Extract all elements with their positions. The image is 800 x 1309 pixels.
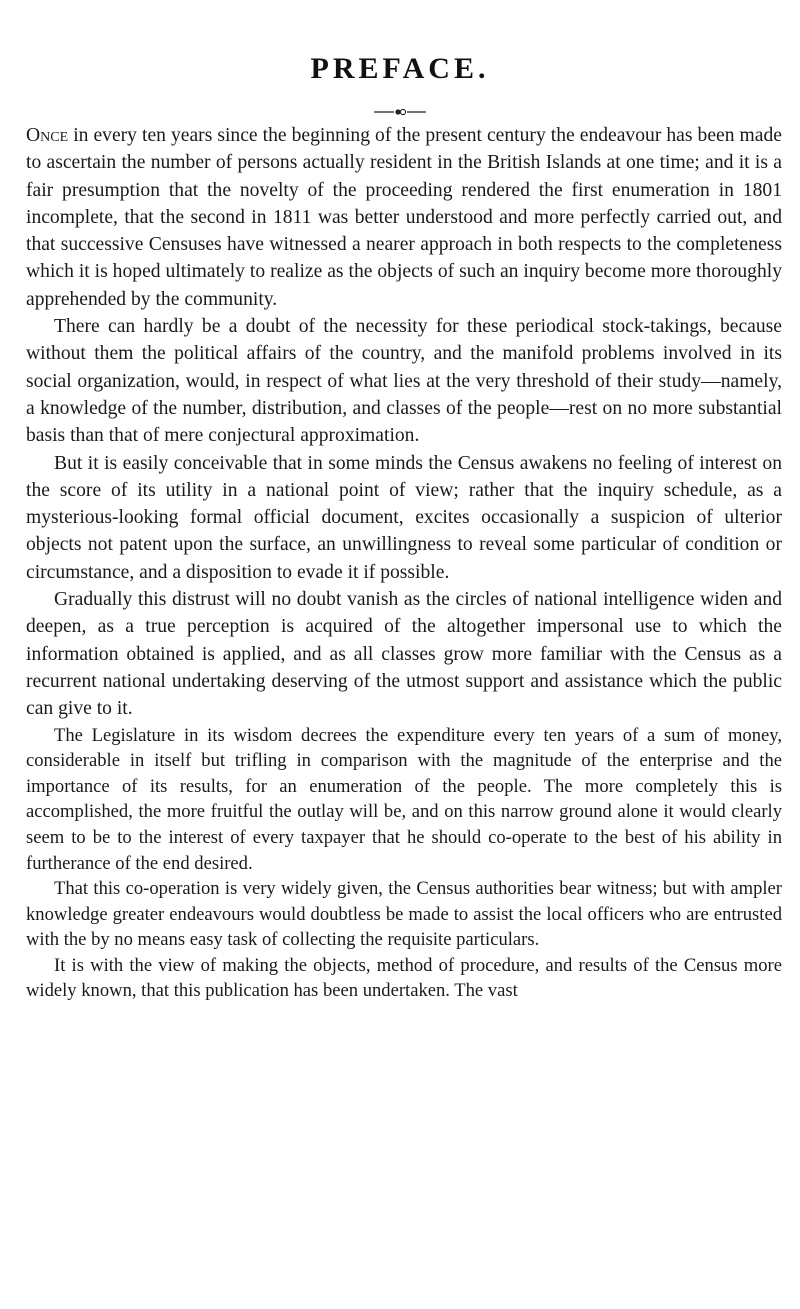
paragraph: It is with the view of making the objects, method of procedure, and results of the Census more widely known, that this publication has been undertaken. The vast xyxy=(26,954,782,1002)
paragraph: But it is easily conceivable that in some minds the Census awakens no feeling of interest on the score of its utility in a national point of view; rather that the inquiry schedule, as a mysterious-looking formal official document, excites occasionally a suspicion of ulterior objects not patent upon the surface, an unwillingness to reveal some particular of condition or circumstance, and a disposition to evade it if possible. xyxy=(26,452,782,583)
preface-body xyxy=(26,122,782,1004)
paragraph: The Legislature in its wisdom decrees the expenditure every ten years of a sum of money, considerable in itself but trifling in comparison with the magnitude of the enterprise and the importance of its results, for an enumeration of the people. The more completely this is accomplished, the more fruitful the outlay will be, and on this narrow ground alone it would clearly seem to be to the interest of every taxpayer that he should co-operate to the best of his ability in furtherance of the end desired. xyxy=(26,724,782,874)
ornament-divider-icon xyxy=(372,107,428,117)
paragraph-text: in every ten years since the beginning of the present century the endeavour has been made to ascertain the number of persons actually resident in the British Islands at one time; and it is a fair presumption that the novelty of the proceeding rendered the first enumeration in 1801 incomplete, that the second in 1811 was better understood and more perfectly carried out, and that successive Censuses have witnessed a nearer approach in both respects to the completeness which it is hoped ultimately to realize as the objects of such an inquiry become more thoroughly apprehended by the community. xyxy=(26,125,782,310)
paragraph: That this co-operation is very widely given, the Census authorities bear witness; but with ampler knowledge greater endeavours would doubtless be made to assist the local officers who are entrusted with the by no means easy task of collecting the requisite particulars. xyxy=(26,878,782,951)
paragraph xyxy=(26,122,782,313)
paragraph: There can hardly be a doubt of the necessity for these periodical stock-takings, because without them the political affairs of the country, and the manifold problems involved in its social organization, would, in respect of what lies at the very threshold of their study—namely, a knowledge of the number, distribution, and classes of the people—rest on no more substantial basis than that of mere conjectural approximation. xyxy=(26,316,782,447)
drop-word: Once xyxy=(26,125,69,146)
paragraph: Gradually this distrust will no doubt vanish as the circles of national intelligence widen and deepen, as a true perception is acquired of the altogether impersonal use to which the information obtained is applied, and as all classes grow more familiar with the Census as a recurrent national undertaking deserving of the utmost support and assistance which the public can give to it. xyxy=(26,589,782,720)
page-title: PREFACE. xyxy=(310,52,490,85)
